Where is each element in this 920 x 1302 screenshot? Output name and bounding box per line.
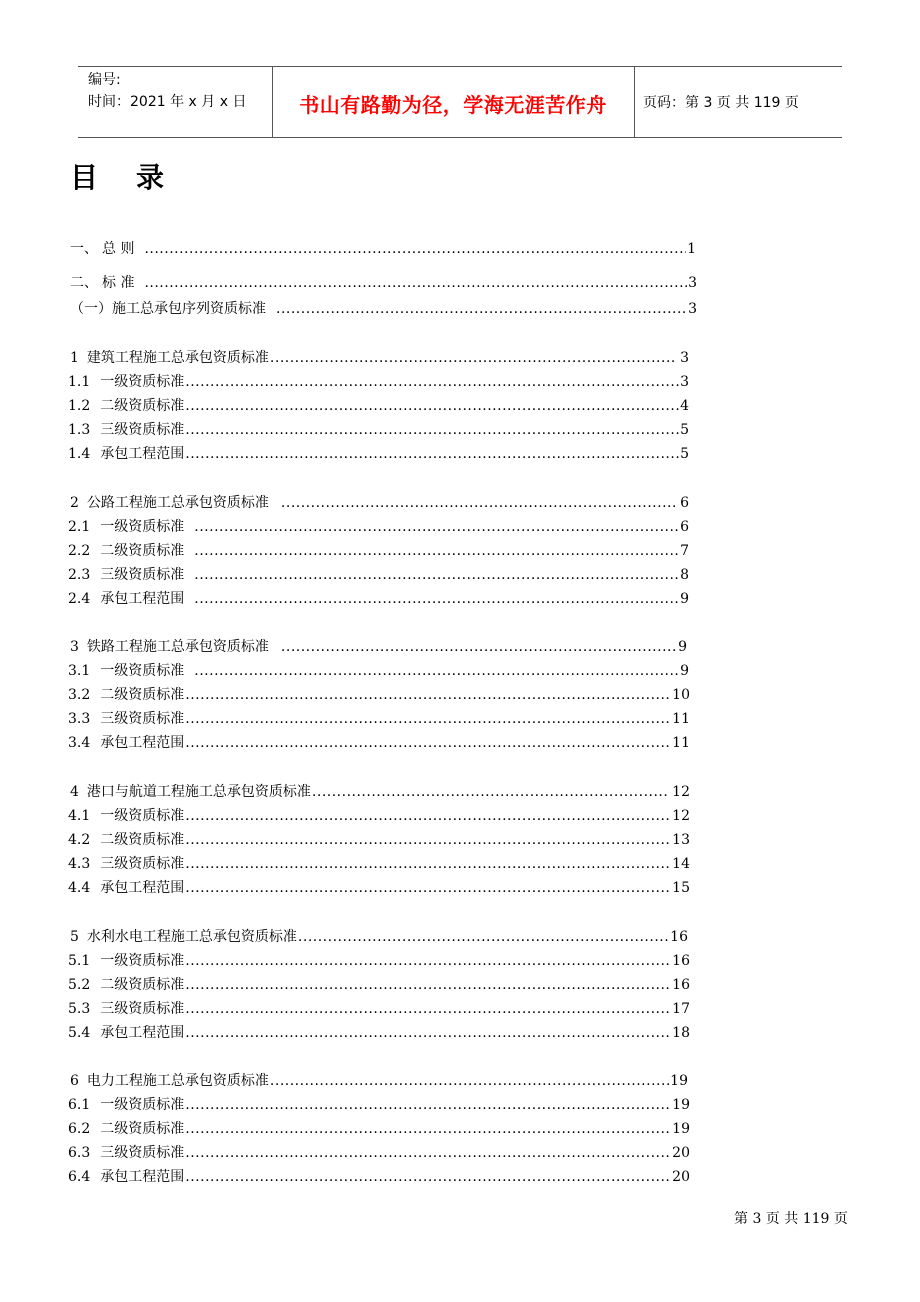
- toc-entry-label: 二级资质标准: [100, 977, 185, 993]
- toc-leader-dots: [144, 274, 687, 292]
- toc-leader-dots: [144, 240, 686, 258]
- toc-entry-label: 三级资质标准: [100, 856, 185, 872]
- toc-entry-page: 9: [680, 663, 689, 679]
- toc-entry-number: 3.2: [68, 687, 91, 703]
- toc-leader-dots: [281, 638, 677, 656]
- toc-leader-dots: [194, 542, 679, 560]
- toc-entry-number: 2: [70, 495, 79, 511]
- toc-entry-label: （一）施工总承包序列资质标准: [70, 301, 266, 317]
- toc-entry[interactable]: [70, 924, 688, 946]
- toc-entry-page: 12: [672, 784, 690, 800]
- toc-entry[interactable]: [68, 514, 689, 536]
- toc-leader-dots: [185, 855, 671, 873]
- toc-leader-dots: [185, 976, 671, 994]
- toc-entry[interactable]: [68, 1164, 690, 1186]
- toc-leader-dots: [185, 807, 671, 825]
- toc-entry-page: 5: [680, 446, 689, 462]
- toc-entry-page: 19: [672, 1097, 690, 1113]
- toc-entry[interactable]: [68, 1116, 690, 1138]
- toc-leader-dots: [194, 566, 679, 584]
- toc-entry-number: 5.1: [68, 953, 91, 969]
- toc-entry-number: 3.1: [68, 663, 91, 679]
- toc-entry-label: 公路工程施工总承包资质标准: [86, 495, 269, 511]
- toc-entry[interactable]: [68, 1020, 690, 1042]
- toc-leader-dots: [194, 662, 679, 680]
- toc-entry-number: 4.1: [68, 808, 91, 824]
- toc-leader-dots: [185, 1000, 671, 1018]
- toc-entry-page: 19: [672, 1121, 690, 1137]
- toc-entry-number: 5.2: [68, 977, 91, 993]
- toc-leader-dots: [185, 1168, 671, 1186]
- toc-entry-number: 3: [70, 639, 79, 655]
- toc-entry-page: 6: [680, 519, 689, 535]
- toc-entry-label: 一级资质标准: [100, 1097, 185, 1113]
- toc-entry[interactable]: [68, 948, 690, 970]
- toc-leader-dots: [185, 879, 671, 897]
- toc-entry-number: 3.3: [68, 711, 91, 727]
- toc-leader-dots: [185, 1144, 671, 1162]
- toc-entry-number: 4.4: [68, 880, 91, 896]
- toc-entry-number: 6.1: [68, 1097, 91, 1113]
- toc-entry-page: 4: [680, 398, 689, 414]
- toc-entry-label: 承包工程范围: [100, 591, 185, 607]
- toc-entry[interactable]: [68, 1092, 690, 1114]
- toc-entry-number: 4.2: [68, 832, 91, 848]
- toc-entry[interactable]: [70, 345, 689, 367]
- toc-leader-dots: [185, 831, 671, 849]
- toc-entry-page: 14: [672, 856, 690, 872]
- toc-entry[interactable]: [68, 803, 690, 825]
- toc-entry[interactable]: [68, 827, 690, 849]
- toc-entry-page: 20: [672, 1145, 690, 1161]
- toc-entry-page: 16: [672, 953, 690, 969]
- toc-entry-page: 19: [670, 1073, 688, 1089]
- toc-entry-page: 3: [680, 350, 689, 366]
- toc-entry[interactable]: [68, 586, 689, 608]
- toc-entry-label: 标 准: [102, 275, 135, 291]
- toc-entry-label: 水利水电工程施工总承包资质标准: [86, 929, 297, 945]
- toc-entry-number: 5.3: [68, 1001, 91, 1017]
- toc-leader-dots: [270, 1072, 669, 1090]
- toc-leader-dots: [270, 349, 675, 367]
- toc-entry[interactable]: [68, 1140, 690, 1162]
- toc-entry-number: 2.4: [68, 591, 91, 607]
- toc-entry-label: 电力工程施工总承包资质标准: [86, 1073, 269, 1089]
- toc-leader-dots: [281, 494, 675, 512]
- toc-entry[interactable]: [68, 996, 690, 1018]
- toc-entry-page: 15: [672, 880, 690, 896]
- toc-entry-page: 7: [680, 543, 689, 559]
- toc-entry-number: 6: [70, 1073, 79, 1089]
- toc-entry[interactable]: [70, 779, 690, 801]
- toc-entry-page: 17: [672, 1001, 690, 1017]
- header-info-cell: [78, 67, 273, 137]
- toc-entry-label: 二级资质标准: [100, 832, 185, 848]
- toc-entry-number: 2.2: [68, 543, 91, 559]
- toc-entry-page: 3: [688, 275, 697, 291]
- toc-entry-page: 8: [680, 567, 689, 583]
- toc-entry[interactable]: [68, 851, 690, 873]
- toc-entry-number: 3.4: [68, 735, 91, 751]
- toc-leader-dots: [185, 1096, 671, 1114]
- toc-entry-number: 5: [70, 929, 79, 945]
- toc-leader-dots: [298, 928, 669, 946]
- toc-leader-dots: [185, 397, 679, 415]
- toc-entry[interactable]: [68, 972, 690, 994]
- toc-entry-page: 1: [687, 241, 696, 257]
- toc-entry-label: 二级资质标准: [100, 1121, 185, 1137]
- toc-entry-label: 三级资质标准: [100, 711, 185, 727]
- toc-entry[interactable]: [68, 369, 689, 391]
- page-footer: 第 3 页 共 119 页: [734, 1211, 848, 1227]
- toc-leader-dots: [312, 783, 667, 801]
- toc-leader-dots: [185, 710, 671, 728]
- toc-leader-dots: [185, 952, 671, 970]
- toc-entry[interactable]: [68, 393, 689, 415]
- toc-entry-number: 1.3: [68, 422, 91, 438]
- toc-entry-label: 二级资质标准: [100, 543, 185, 559]
- toc-entry-page: 3: [680, 374, 689, 390]
- toc-entry-number: 二、: [70, 275, 98, 291]
- toc-entry-number: 1.4: [68, 446, 91, 462]
- toc-entry-label: 二级资质标准: [100, 398, 185, 414]
- toc-leader-dots: [185, 1024, 671, 1042]
- toc-entry-number: 6.2: [68, 1121, 91, 1137]
- header-motto-cell: [272, 67, 635, 137]
- toc-entry-page: 12: [672, 808, 690, 824]
- toc-entry[interactable]: [68, 682, 690, 704]
- toc-entry-number: 2.3: [68, 567, 91, 583]
- toc-entry[interactable]: [70, 270, 697, 292]
- toc-entry-page: 11: [672, 711, 690, 727]
- toc-entry-label: 一级资质标准: [100, 374, 185, 390]
- toc-entry-number: 1: [70, 350, 79, 366]
- toc-entry-page: 16: [672, 977, 690, 993]
- toc-leader-dots: [194, 590, 679, 608]
- toc-entry-page: 5: [680, 422, 689, 438]
- toc-entry-page: 3: [688, 301, 697, 317]
- toc-entry-number: 1.2: [68, 398, 91, 414]
- toc-entry[interactable]: [68, 706, 690, 728]
- toc-entry-label: 承包工程范围: [100, 446, 185, 462]
- toc-entry-label: 承包工程范围: [100, 880, 185, 896]
- toc-entry-label: 铁路工程施工总承包资质标准: [86, 639, 269, 655]
- toc-entry[interactable]: [68, 562, 689, 584]
- toc-entry-number: 4.3: [68, 856, 91, 872]
- toc-leader-dots: [194, 518, 679, 536]
- toc-entry[interactable]: [68, 441, 689, 463]
- toc-entry[interactable]: [68, 875, 690, 897]
- toc-entry-label: 承包工程范围: [100, 1025, 185, 1041]
- toc-entry[interactable]: [70, 296, 697, 318]
- toc-leader-dots: [185, 1120, 671, 1138]
- document-number-label: 编号:: [88, 72, 121, 88]
- toc-entry-page: 6: [680, 495, 689, 511]
- toc-entry-label: 二级资质标准: [100, 687, 185, 703]
- toc-entry-page: 9: [680, 591, 689, 607]
- toc-entry[interactable]: [68, 417, 689, 439]
- toc-entry-label: 港口与航道工程施工总承包资质标准: [86, 784, 311, 800]
- toc-leader-dots: [185, 421, 679, 439]
- toc-entry[interactable]: [70, 634, 687, 656]
- toc-entry[interactable]: [70, 490, 689, 512]
- toc-entry-number: 6.4: [68, 1169, 91, 1185]
- toc-leader-dots: [276, 300, 687, 318]
- toc-entry-label: 三级资质标准: [100, 1145, 185, 1161]
- page-header: [78, 66, 842, 138]
- toc-entry-label: 一级资质标准: [100, 808, 185, 824]
- toc-entry-page: 9: [678, 639, 687, 655]
- toc-entry-label: 三级资质标准: [100, 1001, 185, 1017]
- toc-entry[interactable]: [68, 730, 690, 752]
- header-page-code: 页码：第 3 页 共 119 页: [643, 95, 799, 111]
- toc-entry-number: 5.4: [68, 1025, 91, 1041]
- toc-entry-number: 2.1: [68, 519, 91, 535]
- header-page-cell: [634, 67, 842, 137]
- toc-entry-number: 6.3: [68, 1145, 91, 1161]
- toc-entry[interactable]: [70, 1068, 688, 1090]
- toc-leader-dots: [185, 734, 671, 752]
- document-date: 时间：2021 年 x 月 x 日: [88, 94, 247, 110]
- toc-entry-label: 承包工程范围: [100, 735, 185, 751]
- toc-entry[interactable]: [68, 538, 689, 560]
- toc-entry-label: 总 则: [102, 241, 135, 257]
- toc-entry-number: 4: [70, 784, 79, 800]
- toc-entry-label: 三级资质标准: [100, 422, 185, 438]
- toc-entry[interactable]: [70, 236, 696, 258]
- toc-entry[interactable]: [68, 658, 689, 680]
- toc-entry-label: 承包工程范围: [100, 1169, 185, 1185]
- toc-entry-page: 11: [672, 735, 690, 751]
- toc-entry-page: 20: [672, 1169, 690, 1185]
- toc-entry-page: 16: [670, 929, 688, 945]
- toc-entry-label: 一级资质标准: [100, 663, 185, 679]
- toc-entry-page: 13: [672, 832, 690, 848]
- toc-title: 目录: [70, 161, 203, 194]
- toc-entry-label: 建筑工程施工总承包资质标准: [86, 350, 269, 366]
- toc-entry-label: 三级资质标准: [100, 567, 185, 583]
- toc-entry-page: 18: [672, 1025, 690, 1041]
- toc-entry-number: 1.1: [68, 374, 91, 390]
- toc-leader-dots: [185, 686, 671, 704]
- toc-leader-dots: [185, 445, 679, 463]
- toc-entry-page: 10: [672, 687, 690, 703]
- toc-entry-number: 一、: [70, 241, 98, 257]
- toc-entry-label: 一级资质标准: [100, 953, 185, 969]
- toc-leader-dots: [185, 373, 679, 391]
- toc-entry-label: 一级资质标准: [100, 519, 185, 535]
- header-motto: 书山有路勤为径，学海无涯苦作舟: [299, 93, 607, 117]
